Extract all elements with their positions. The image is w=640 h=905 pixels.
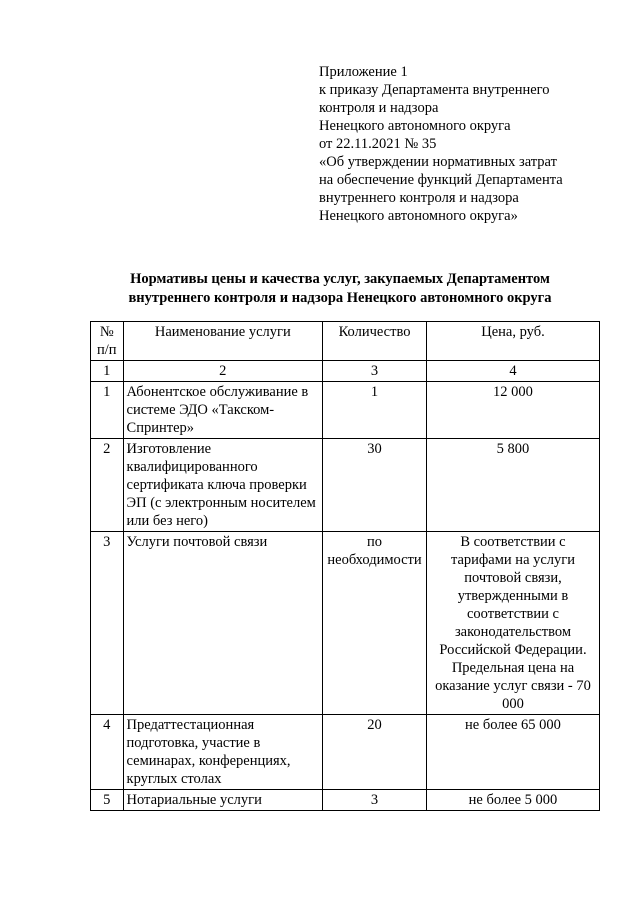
column-number-cell: 2 <box>123 361 323 382</box>
service-quantity: 1 <box>323 382 427 439</box>
appendix-line: от 22.11.2021 № 35 <box>319 136 437 152</box>
service-quantity: 30 <box>323 439 427 532</box>
table-header-row <box>91 322 600 361</box>
appendix-line: «Об утверждении нормативных затрат <box>319 154 557 170</box>
service-price: не более 5 000 <box>426 790 599 811</box>
appendix-line: внутреннего контроля и надзора <box>319 190 519 206</box>
header-number: № п/п <box>91 322 124 361</box>
appendix-line: к приказу Департамента внутреннего <box>319 82 550 98</box>
table-row <box>91 790 600 811</box>
service-name: Абонентское обслуживание в системе ЭДО «Такском-Спринтер» <box>123 382 323 439</box>
header-price: Цена, руб. <box>426 322 599 361</box>
header-quantity: Количество <box>323 322 427 361</box>
document-title-line: Нормативы цены и качества услуг, закупаемых Департаментом <box>130 271 550 287</box>
document-title-line: внутреннего контроля и надзора Ненецкого автономного округа <box>128 290 552 306</box>
service-price: не более 65 000 <box>426 715 599 790</box>
table-row <box>91 715 600 790</box>
service-name: Нотариальные услуги <box>123 790 323 811</box>
service-name: Предаттестационная подготовка, участие в семинарах, конференциях, круглых столах <box>123 715 323 790</box>
appendix-line: контроля и надзора <box>319 100 439 116</box>
service-price: 12 000 <box>426 382 599 439</box>
header-service-name: Наименование услуги <box>123 322 323 361</box>
appendix-line: Ненецкого автономного округа» <box>319 208 518 224</box>
appendix-line: Приложение 1 <box>319 64 408 80</box>
service-quantity: 20 <box>323 715 427 790</box>
column-number-cell: 1 <box>91 361 124 382</box>
table-row <box>91 382 600 439</box>
row-number: 5 <box>91 790 124 811</box>
service-quantity: 3 <box>323 790 427 811</box>
row-number: 3 <box>91 532 124 715</box>
column-number-cell: 4 <box>426 361 599 382</box>
service-quantity: по необходимости <box>323 532 427 715</box>
service-price: В соответствии с тарифами на услуги почтовой связи, утвержденными в соответствии с законодательством Российской Федерации. Предельная цена на оказание услуг связи - 70 000 <box>426 532 599 715</box>
service-price: 5 800 <box>426 439 599 532</box>
appendix-line: на обеспечение функций Департамента <box>319 172 563 188</box>
column-number-cell: 3 <box>323 361 427 382</box>
column-number-row <box>91 361 600 382</box>
appendix-block <box>319 63 619 225</box>
row-number: 2 <box>91 439 124 532</box>
row-number: 4 <box>91 715 124 790</box>
service-name: Услуги почтовой связи <box>123 532 323 715</box>
service-name: Изготовление квалифицированного сертификата ключа проверки ЭП (с электронным носителем или без него) <box>123 439 323 532</box>
row-number: 1 <box>91 382 124 439</box>
appendix-line: Ненецкого автономного округа <box>319 118 511 134</box>
document-title <box>60 270 620 308</box>
table-row <box>91 439 600 532</box>
table-row <box>91 532 600 715</box>
services-table <box>90 321 600 811</box>
